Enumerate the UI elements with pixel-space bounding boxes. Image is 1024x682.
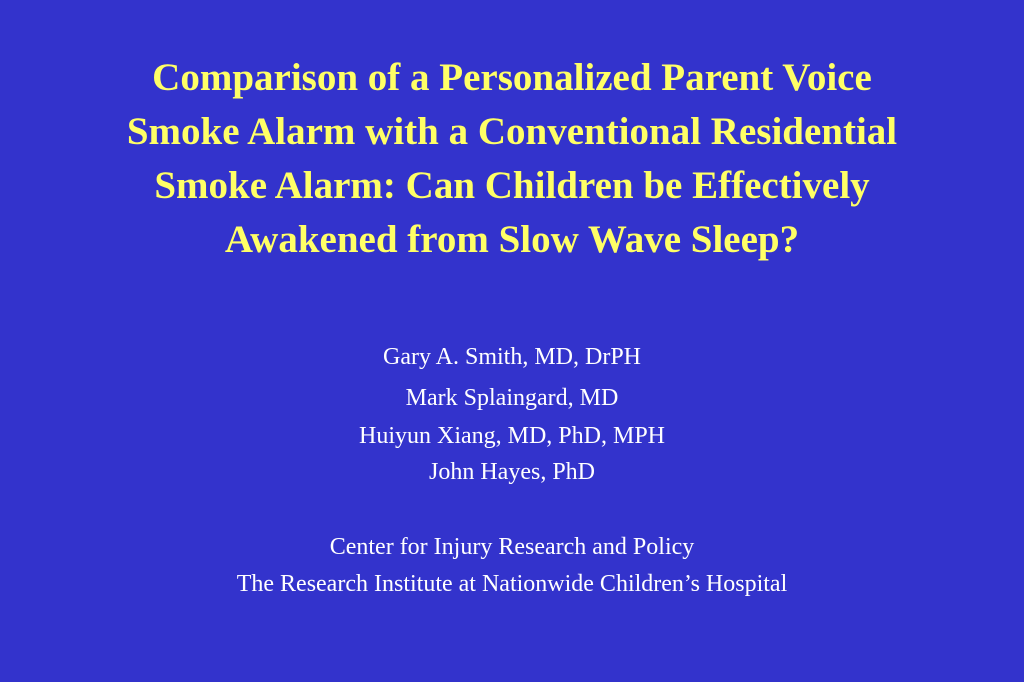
affiliation-institute: The Research Institute at Nationwide Children’s Hospital [236, 571, 788, 597]
author-line: Huiyun Xiang, MD, PhD, MPH [358, 423, 666, 449]
affiliation-center: Center for Injury Research and Policy [329, 534, 695, 560]
title-line: Comparison of a Personalized Parent Voice [152, 56, 872, 99]
author-line: John Hayes, PhD [429, 459, 595, 485]
author-line: Mark Splaingard, MD [405, 385, 619, 411]
slide-title [20, 51, 1004, 267]
author-line: Gary A. Smith, MD, DrPH [382, 344, 641, 370]
title-line: Smoke Alarm: Can Children be Effectively [154, 164, 870, 207]
title-line: Smoke Alarm with a Conventional Residential [126, 110, 898, 153]
title-line: Awakened from Slow Wave Sleep? [224, 218, 800, 261]
